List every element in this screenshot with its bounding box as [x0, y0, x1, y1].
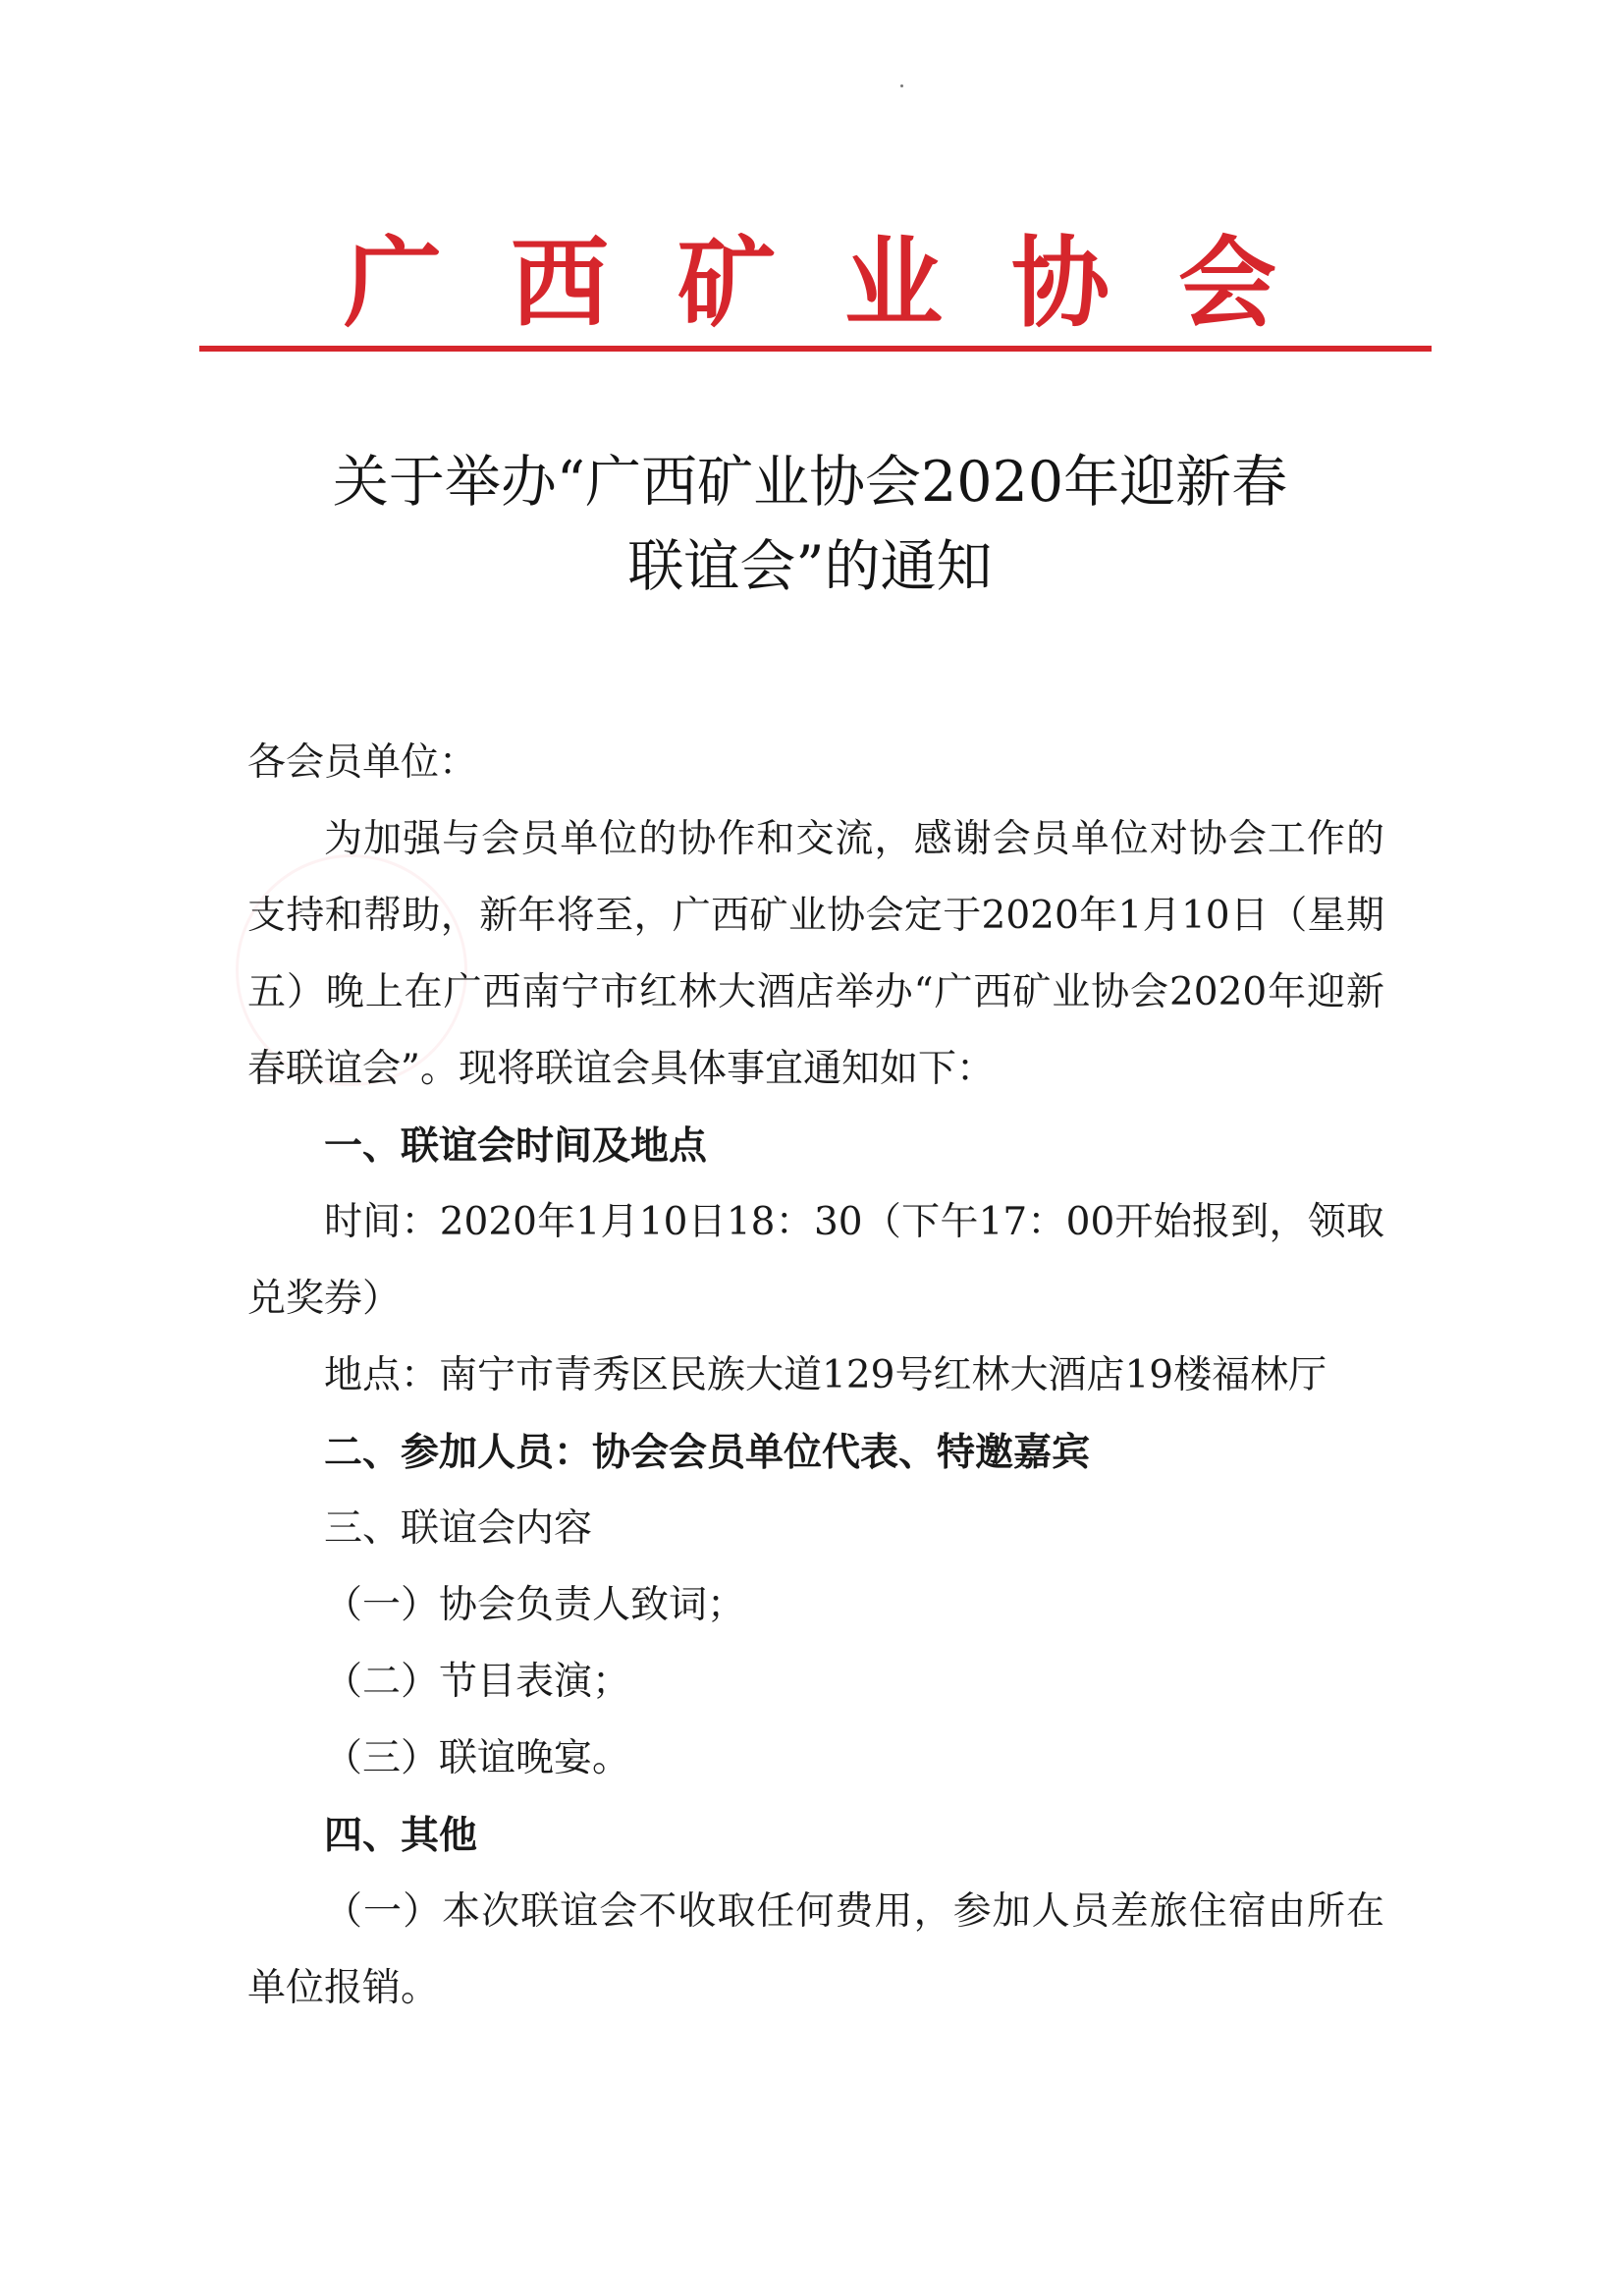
section-3-item-2: （二）节目表演；	[324, 1660, 631, 1704]
section-1-time: 时间：2020年1月10日18：30（下午17：00开始报到，领取兑奖券）	[247, 1200, 1384, 1321]
scan-speck	[900, 84, 903, 87]
section-4-item-1: （一）本次联谊会不收取任何费用，参加人员差旅住宿由所在单位报销。	[247, 1889, 1384, 2010]
section-1-heading: 一、联谊会时间及地点	[324, 1123, 708, 1169]
notice-title	[147, 440, 1473, 609]
section-3-heading: 三、联谊会内容	[324, 1506, 593, 1551]
letterhead-org-name: 广西矿业协会	[344, 225, 1345, 341]
section-3-item-1: （一）协会负责人致词；	[324, 1583, 746, 1627]
notice-body	[247, 725, 1384, 2027]
intro-paragraph: 为加强与会员单位的协作和交流，感谢会员单位对协会工作的支持和帮助，新年将至，广西矿业协会定于2020年1月10日（星期五）晚上在广西南宁市红林大酒店举办“广西矿业协会2020年迎新春联谊会”。现将联谊会具体事宜通知如下：	[247, 817, 1384, 1091]
section-4-heading: 四、其他	[324, 1813, 478, 1858]
notice-title-line2: 联谊会”的通知	[627, 534, 993, 599]
section-1-place: 地点：南宁市青秀区民族大道129号红林大酒店19楼福林厅	[324, 1353, 1327, 1397]
salutation: 各会员单位：	[247, 740, 478, 785]
section-2-heading: 二、参加人员：协会会员单位代表、特邀嘉宾	[324, 1430, 1091, 1475]
section-3-item-3: （三）联谊晚宴。	[324, 1736, 631, 1780]
notice-title-line1: 关于举办“广西矿业协会2020年迎新春	[332, 450, 1288, 515]
letterhead-red-rule	[199, 346, 1432, 352]
